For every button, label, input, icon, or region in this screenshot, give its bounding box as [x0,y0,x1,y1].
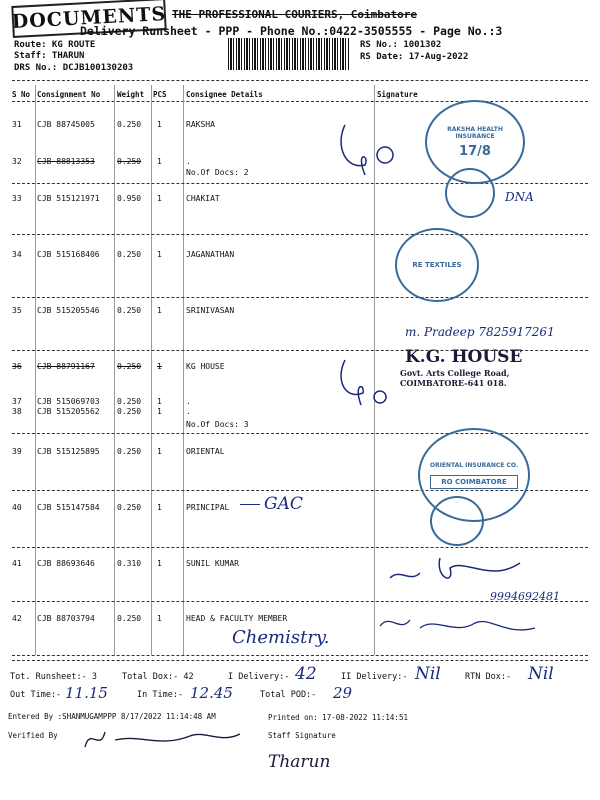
row-pcs: 1 [157,120,162,129]
row-sno: 42 [12,614,22,623]
ii-delivery-label: II Delivery:- [341,672,408,682]
row-sno: 41 [12,559,22,568]
row-pcs: 1 [157,397,162,406]
company-seal [445,168,495,218]
col-signature: Signature [377,90,418,99]
row-sno: 32 [12,157,22,166]
row-divider [12,183,588,184]
verifier-signature [80,722,250,756]
row-sno: 31 [12,120,22,129]
handwritten-phone: 9994692481 [490,590,560,603]
textiles-stamp: RE TEXTILES [395,228,479,302]
row-pcs: 1 [157,447,162,456]
row-consignee: SUNIL KUMAR [186,559,239,568]
row-consignee: . [186,397,191,406]
company-line: THE PROFESSIONAL COURIERS, Coimbatore [172,8,418,21]
row-pcs: 1 [157,194,162,203]
row-weight: 0.250 [117,614,142,623]
rs-number: RS No.: 1001302 [360,40,442,50]
row-sno: 40 [12,503,22,512]
total-pod-label: Total POD:- [260,690,317,700]
row-weight: 0.250 [117,407,142,416]
column-rule [183,85,184,655]
row-sno: 33 [12,194,22,203]
row-consignee: SRINIVASAN [186,306,235,315]
row-pcs: 1 [157,559,162,568]
row-consignment: CJB 515205546 [37,306,100,315]
handwritten-name-phone: m. Pradeep 7825917261 [405,325,555,339]
row-consignee: PRINCIPAL [186,503,230,512]
total-dox: Total Dox:- 42 [122,672,194,682]
row-sno: 38 [12,407,22,416]
row-consignee: CHAKIAT [186,194,220,203]
row-pcs: 1 [157,614,162,623]
rs-date: RS Date: 17-Aug-2022 [360,52,469,62]
row-consignee: JAGANATHAN [186,250,235,259]
in-time-label: In Time:- [137,690,184,700]
row-consignment: CJB 515205562 [37,407,100,416]
divider [12,101,588,102]
rtn-dox-label: RTN Dox:- [465,672,512,682]
row-weight: 0.250 [117,362,142,371]
doc-count-note: No.Of Docs: 2 [186,168,249,177]
row-consignment: CJB 88813353 [37,157,95,166]
total-pod-value: 29 [333,684,353,702]
handwritten-chemistry: Chemistry. [232,627,330,648]
kg-house-stamp-title: K.G. HOUSE [405,347,523,367]
signature-scribble [380,548,530,592]
in-time-value: 12.45 [190,684,233,702]
printed-on: Printed on: 17-08-2022 11:14:51 [268,713,408,722]
row-weight: 0.250 [117,397,142,406]
row-sno: 35 [12,306,22,315]
row-pcs: 1 [157,503,162,512]
row-consignee: . [186,157,191,166]
staff-signature: Tharun [268,752,331,772]
row-consignment: CJB 88703794 [37,614,95,623]
barcode [228,38,350,70]
oriental-stamp: ORIENTAL INSURANCE CO. RO COIMBATORE [418,428,530,522]
doc-count-note: No.Of Docs: 3 [186,420,249,429]
col-pcs: PCS [153,90,167,99]
col-weight: Weight [117,90,145,99]
row-weight: 0.250 [117,250,142,259]
row-weight: 0.310 [117,559,142,568]
col-consignee: Consignee Details [186,90,263,99]
row-pcs: 1 [157,407,162,416]
handwritten-gac: GAC [240,494,303,514]
row-pcs: 1 [157,306,162,315]
row-pcs: 1 [157,157,162,166]
tot-runsheet: Tot. Runsheet:- 3 [10,672,97,682]
row-weight: 0.950 [117,194,142,203]
column-rule [151,85,152,655]
page-title: Delivery Runsheet - PPP - Phone No.:0422-3505555 - Page No.:3 [80,24,503,38]
row-pcs: 1 [157,250,162,259]
i-delivery-value: 42 [295,664,317,684]
row-sno: 37 [12,397,22,406]
raksha-stamp: RAKSHA HEALTH INSURANCE 17/8 [425,100,525,184]
out-time-label: Out Time:- [10,690,62,700]
signature-scribble [330,115,410,185]
entered-by: Entered By :SHANMUGAMPPP 8/17/2022 11:14:48 AM [8,712,216,721]
staff-signature-label: Staff Signature [268,731,336,740]
staff-label: Staff: THARUN [14,51,85,61]
rtn-dox-value: Nil [528,664,554,684]
row-sno: 34 [12,250,22,259]
out-time-value: 11.15 [65,684,108,702]
row-divider [12,234,588,235]
row-consignment: CJB 515147584 [37,503,100,512]
row-consignee: ORIENTAL [186,447,225,456]
column-rule [35,85,36,655]
row-consignment: CJB 88693646 [37,559,95,568]
row-consignee: KG HOUSE [186,362,225,371]
row-consignment: CJB 515168406 [37,250,100,259]
row-pcs: 1 [157,362,162,371]
col-sno: S No [12,90,31,99]
row-consignment: CJB 515125895 [37,447,100,456]
signature-scribble [375,608,545,644]
row-consignee: RAKSHA [186,120,215,129]
row-weight: 0.250 [117,157,142,166]
kg-house-stamp-address: Govt. Arts College Road, COIMBATORE-641 018. [400,368,510,388]
route-label: Route: KG ROUTE [14,40,96,50]
row-divider [12,297,588,298]
row-weight: 0.250 [117,447,142,456]
row-sno: 39 [12,447,22,456]
row-consignment: CJB 88791167 [37,362,95,371]
college-seal [430,496,484,546]
row-divider [12,655,588,656]
column-rule [114,85,115,655]
col-consignment: Consignment No [37,90,101,99]
i-delivery-label: I Delivery:- [228,672,290,682]
row-consignee: . [186,407,191,416]
handwritten-dna: DNA [505,190,534,204]
row-consignee: HEAD & FACULTY MEMBER [186,614,288,623]
row-consignment: CJB 88745005 [37,120,95,129]
drs-number: DRS No.: DCJB100130203 [14,63,134,73]
divider [12,660,588,661]
row-consignment: CJB 515121971 [37,194,100,203]
ii-delivery-value: Nil [415,664,441,684]
row-weight: 0.250 [117,306,142,315]
row-sno: 36 [12,362,22,371]
divider [12,80,588,81]
signature-scribble [335,355,395,415]
row-weight: 0.250 [117,503,142,512]
documents-stamp: DOCUMENTS [11,0,166,38]
row-consignment: CJB 515069703 [37,397,100,406]
verified-by: Verified By [8,731,58,740]
row-weight: 0.250 [117,120,142,129]
